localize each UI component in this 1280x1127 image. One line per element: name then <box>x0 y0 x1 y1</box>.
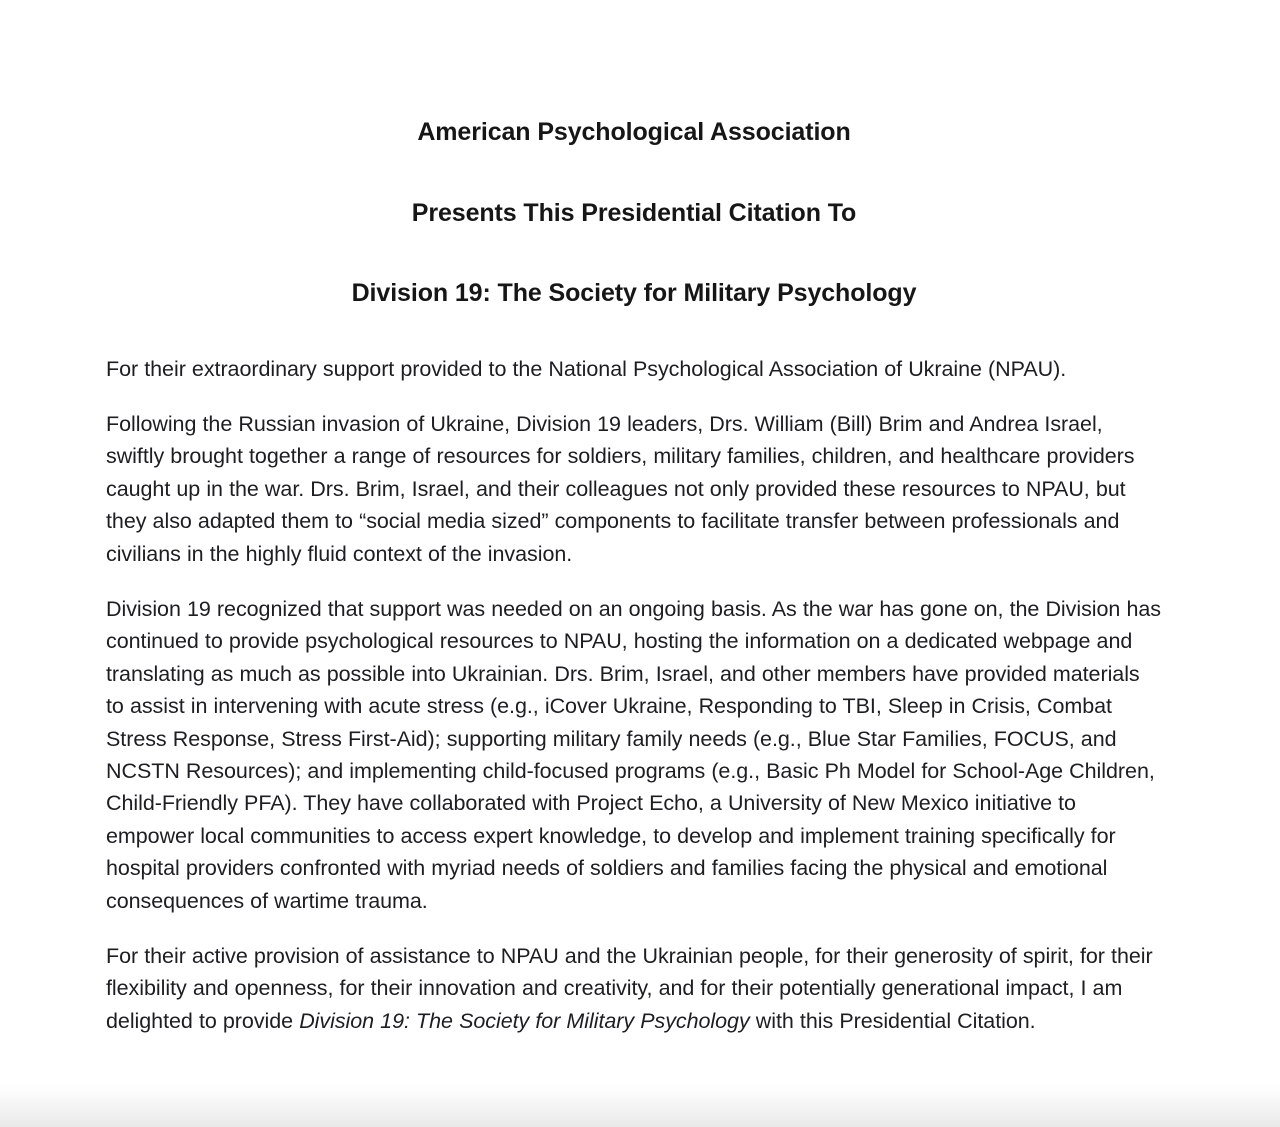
paragraph-support-summary: For their extraordinary support provided to the National Psychological Association of Ukraine (NPAU). <box>106 356 1067 381</box>
heading-presentation-line: Presents This Presidential Citation To <box>411 198 857 227</box>
closing-text-lead: For their active provision of assistance to NPAU and the Ukrainian people, for their generosity of spirit, for their flexibility and openness, for their innovation and creativity, and for their potentially generational impact, I am delighted to provide <box>106 944 1153 1033</box>
heading-organization: American Psychological Association <box>417 118 851 146</box>
paragraph-ongoing-resources: Division 19 recognized that support was needed on an ongoing basis. As the war has gone on, the Division has continued to provide psychological resources to NPAU, hosting the information on a dedicated webpage and translating as much as possible into Ukrainian. Drs. Brim, Israel, and other members have provided materials to assist in intervening with acute stress (e.g., iCover Ukraine, Responding to TBI, Sleep in Crisis, Combat Stress Response, Stress First-Aid); supporting military family needs (e.g., Blue Star Families, FOCUS, and NCSTN Resources); and implementing child-focused programs (e.g., Basic Ph Model for School-Age Children, Child-Friendly PFA). They have collaborated with Project Echo, a University of New Mexico initiative to empower local communities to access expert knowledge, to develop and implement training specifically for hospital providers confronted with myriad needs of soldiers and families facing the physical and emotional consequences of wartime trauma. <box>106 596 1161 913</box>
heading-recipient: Division 19: The Society for Military Psychology <box>351 279 917 307</box>
paragraph-invasion-response: Following the Russian invasion of Ukraine, Division 19 leaders, Drs. William (Bill) Brim and Andrea Israel, swiftly brought together a range of resources for soldiers, military families, children, and healthcare providers caught up in the war. Drs. Brim, Israel, and their colleagues not only provided these resources to NPAU, but they also adapted them to “social media sized” components to facilitate transfer between professionals and civilians in the highly fluid context of the invasion. <box>106 411 1135 566</box>
paragraph-closing <box>106 940 1162 1037</box>
document-content <box>106 0 1162 1037</box>
citation-body-block <box>106 353 1162 1038</box>
closing-text-tail: with this Presidential Citation. <box>749 1008 1036 1033</box>
closing-recipient-italic: Division 19: The Society for Military Psychology <box>299 1008 750 1033</box>
citation-heading-block <box>106 0 1162 309</box>
page-bottom-edge-shadow <box>0 1081 1280 1127</box>
